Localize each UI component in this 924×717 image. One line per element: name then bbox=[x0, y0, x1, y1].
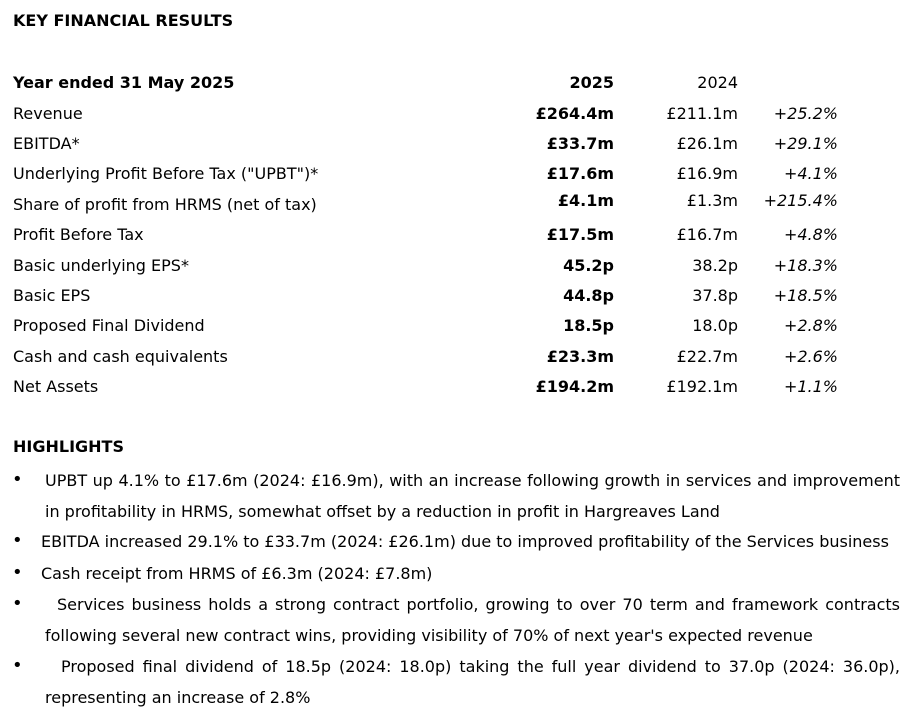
row-current-value: £17.5m bbox=[546, 225, 614, 244]
table-header-label: Year ended 31 May 2025 bbox=[13, 73, 235, 92]
row-prior-value: 37.8p bbox=[692, 286, 738, 305]
row-label: Basic EPS bbox=[13, 286, 91, 305]
table-row bbox=[0, 377, 924, 407]
row-change: +25.2% bbox=[773, 104, 838, 123]
table-row bbox=[0, 316, 924, 346]
row-change: +2.6% bbox=[783, 347, 838, 366]
row-label: Underlying Profit Before Tax ("UPBT")* bbox=[13, 164, 319, 183]
row-prior-value: £1.3m bbox=[686, 191, 738, 210]
row-prior-value: £211.1m bbox=[666, 104, 738, 123]
row-change: +1.1% bbox=[783, 377, 838, 396]
row-prior-value: £22.7m bbox=[676, 347, 738, 366]
highlight-text: Proposed final dividend of 18.5p (2024: 18.0p) taking the full year dividend to 37.0p (2024: 36.0p), representing an increase of 2.8% bbox=[45, 657, 900, 707]
highlight-text: EBITDA increased 29.1% to £33.7m (2024: £26.1m) due to improved profitability of the Services business bbox=[41, 532, 889, 551]
row-label: EBITDA* bbox=[13, 134, 80, 153]
bullet-icon: • bbox=[12, 530, 23, 551]
bullet-icon: • bbox=[12, 593, 23, 614]
row-label: Cash and cash equivalents bbox=[13, 347, 228, 366]
row-current-value: £33.7m bbox=[546, 134, 614, 153]
row-prior-value: 18.0p bbox=[692, 316, 738, 335]
bullet-icon: • bbox=[12, 655, 23, 676]
table-row bbox=[0, 164, 924, 194]
row-change: +4.1% bbox=[783, 164, 838, 183]
table-row bbox=[0, 286, 924, 316]
row-current-value: £23.3m bbox=[546, 347, 614, 366]
row-prior-value: £16.7m bbox=[676, 225, 738, 244]
table-row bbox=[0, 256, 924, 286]
table-row bbox=[0, 191, 924, 224]
highlights-title: HIGHLIGHTS bbox=[13, 437, 124, 456]
row-current-value: £264.4m bbox=[535, 104, 614, 123]
table-row bbox=[0, 225, 924, 255]
row-prior-value: 38.2p bbox=[692, 256, 738, 275]
bullet-icon: • bbox=[12, 469, 23, 490]
row-prior-value: £16.9m bbox=[676, 164, 738, 183]
table-header-current-year: 2025 bbox=[569, 73, 614, 92]
row-label: Profit Before Tax bbox=[13, 225, 144, 244]
row-current-value: 44.8p bbox=[563, 286, 614, 305]
table-header-prior-year: 2024 bbox=[697, 73, 738, 92]
row-current-value: 45.2p bbox=[563, 256, 614, 275]
highlight-text: Cash receipt from HRMS of £6.3m (2024: £7.8m) bbox=[41, 564, 433, 583]
row-prior-value: £26.1m bbox=[676, 134, 738, 153]
row-prior-value: £192.1m bbox=[666, 377, 738, 396]
row-current-value: £194.2m bbox=[535, 377, 614, 396]
row-change: +4.8% bbox=[783, 225, 838, 244]
table-row bbox=[0, 104, 924, 134]
row-label: Proposed Final Dividend bbox=[13, 316, 205, 335]
row-current-value: £17.6m bbox=[546, 164, 614, 183]
row-change: +29.1% bbox=[773, 134, 838, 153]
highlight-text: Services business holds a strong contract portfolio, growing to over 70 term and framework contracts following several new contract wins, providing visibility of 70% of next year's expected revenue bbox=[45, 595, 900, 645]
bullet-icon: • bbox=[12, 562, 23, 583]
row-label: Share of profit from HRMS (net of tax) bbox=[13, 195, 317, 214]
page-title: KEY FINANCIAL RESULTS bbox=[13, 11, 234, 30]
row-change: +215.4% bbox=[763, 191, 838, 210]
row-label: Basic underlying EPS* bbox=[13, 256, 189, 275]
row-change: +18.5% bbox=[773, 286, 838, 305]
row-change: +2.8% bbox=[783, 316, 838, 335]
table-row bbox=[0, 134, 924, 164]
row-current-value: £4.1m bbox=[557, 191, 614, 210]
highlight-text: UPBT up 4.1% to £17.6m (2024: £16.9m), with an increase following growth in services and improvement in profitability in HRMS, somewhat offset by a reduction in profit in Hargreaves Land bbox=[45, 471, 900, 521]
row-label: Revenue bbox=[13, 104, 83, 123]
row-change: +18.3% bbox=[773, 256, 838, 275]
row-label: Net Assets bbox=[13, 377, 99, 396]
table-row bbox=[0, 347, 924, 377]
row-current-value: 18.5p bbox=[563, 316, 614, 335]
